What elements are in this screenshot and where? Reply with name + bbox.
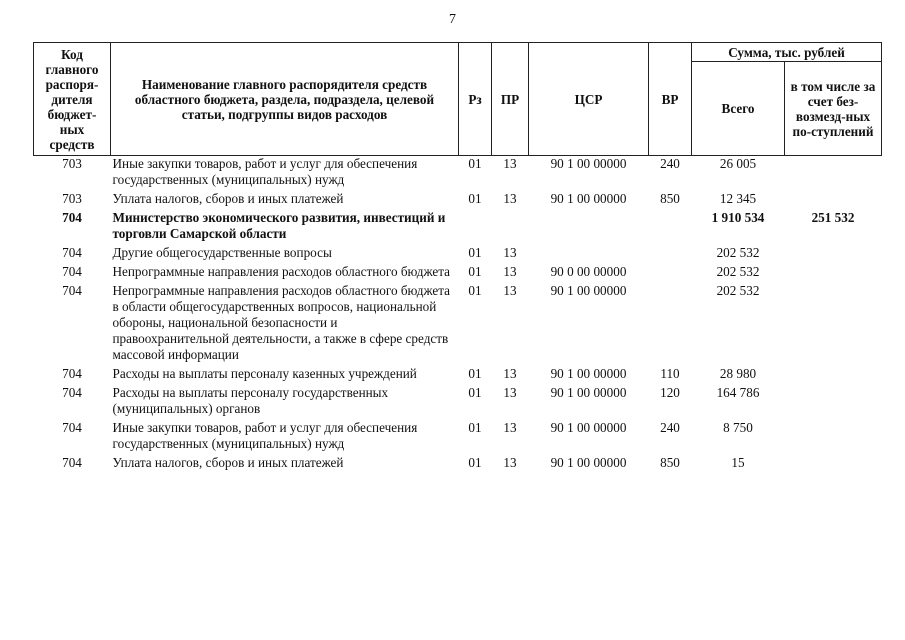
cell-rz: 01 [468,191,482,206]
cell-total: 164 786 [716,385,760,400]
cell-pr: 13 [503,245,517,260]
table-row [34,385,882,420]
cell-total: 1 910 534 [711,210,765,225]
cell-name: Иные закупки товаров, работ и услуг для обеспечения государственных (муниципальных) нужд [112,156,418,187]
cell-vr [649,264,692,283]
table-row [34,245,882,264]
cell-name: Непрограммные направления расходов областного бюджета в области общегосударственных вопросов, национальной обороны, национальной безопасности и правоохранительной деятельности, а также в сфере средств массовой информации [112,283,451,362]
cell-vr [649,210,692,245]
header-name: Наименование главного распорядителя средств областного бюджета, раздела, подраздела, целевой статьи, подгруппы видов расходов [111,43,459,156]
table-row [34,156,882,192]
cell-vr: 850 [660,191,680,206]
cell-code: 703 [62,191,82,206]
cell-pr: 13 [503,366,517,381]
header-rz: Рз [459,43,492,156]
cell-name: Иные закупки товаров, работ и услуг для обеспечения государственных (муниципальных) нужд [112,420,418,451]
cell-code: 703 [62,156,82,171]
cell-code: 704 [62,455,82,470]
cell-rz: 01 [468,245,482,260]
cell-name: Уплата налогов, сборов и иных платежей [112,191,344,206]
cell-total: 8 750 [723,420,753,435]
header-pr: ПР [492,43,529,156]
cell-vr [649,283,692,366]
cell-total: 12 345 [719,191,757,206]
cell-name: Уплата налогов, сборов и иных платежей [112,455,344,470]
cell-rz: 01 [468,283,482,298]
cell-total: 28 980 [719,366,757,381]
cell-code: 704 [62,366,82,381]
cell-incl [785,264,882,283]
header-total: Всего [692,62,785,156]
cell-vr: 240 [660,420,680,435]
cell-code: 704 [62,283,82,298]
cell-csr: 90 1 00 00000 [550,283,627,298]
table-row [34,455,882,474]
cell-total: 202 532 [716,283,760,298]
cell-incl: 251 532 [811,210,855,225]
cell-pr: 13 [503,264,517,279]
cell-vr [649,245,692,264]
page-number: 7 [449,12,456,27]
header-sum: Сумма, тыс. рублей [692,43,882,62]
cell-rz [459,210,492,245]
header-incl: в том числе за счет без-возмезд-ных по-ступлений [785,62,882,156]
cell-code: 704 [62,385,82,400]
cell-vr: 120 [660,385,680,400]
cell-csr: 90 1 00 00000 [550,455,627,470]
cell-rz: 01 [468,264,482,279]
cell-csr: 90 1 00 00000 [550,366,627,381]
cell-csr: 90 1 00 00000 [550,420,627,435]
cell-pr: 13 [503,191,517,206]
cell-pr: 13 [503,455,517,470]
cell-incl [785,245,882,264]
cell-incl [785,420,882,455]
cell-csr: 90 1 00 00000 [550,191,627,206]
cell-csr: 90 0 00 00000 [550,264,627,279]
cell-total: 15 [731,455,745,470]
cell-incl [785,283,882,366]
cell-name: Непрограммные направления расходов областного бюджета [112,264,451,279]
cell-pr [492,210,529,245]
cell-vr: 110 [660,366,680,381]
cell-csr [529,210,649,245]
cell-csr [529,245,649,264]
table-header [34,43,882,156]
cell-csr: 90 1 00 00000 [550,156,627,171]
cell-csr: 90 1 00 00000 [550,385,627,400]
table-body [34,156,882,475]
cell-rz: 01 [468,455,482,470]
cell-incl [785,191,882,210]
cell-rz: 01 [468,156,482,171]
cell-pr: 13 [503,156,517,171]
cell-code: 704 [62,245,82,260]
table-row [34,420,882,455]
budget-table [33,42,882,474]
cell-incl [785,156,882,192]
cell-pr: 13 [503,385,517,400]
cell-rz: 01 [468,385,482,400]
cell-rz: 01 [468,420,482,435]
cell-rz: 01 [468,366,482,381]
cell-vr: 240 [660,156,680,171]
cell-total: 202 532 [716,245,760,260]
table-row [34,191,882,210]
cell-pr: 13 [503,420,517,435]
cell-code: 704 [62,264,82,279]
table-row [34,283,882,366]
cell-incl [785,455,882,474]
cell-name: Расходы на выплаты персоналу казенных учреждений [112,366,417,381]
cell-vr: 850 [660,455,680,470]
cell-incl [785,385,882,420]
cell-name: Другие общегосударственные вопросы [112,245,332,260]
header-vr: ВР [649,43,692,156]
cell-pr: 13 [503,283,517,298]
cell-name: Министерство экономического развития, инвестиций и торговли Самарской области [112,210,446,241]
cell-code: 704 [62,210,82,225]
table-row [34,264,882,283]
cell-name: Расходы на выплаты персоналу государственных (муниципальных) органов [112,385,389,416]
table-row [34,366,882,385]
header-code: Код главного распоря-дителя бюджет-ных средств [34,43,111,156]
cell-incl [785,366,882,385]
cell-total: 202 532 [716,264,760,279]
header-csr: ЦСР [529,43,649,156]
table-row [34,210,882,245]
cell-code: 704 [62,420,82,435]
cell-total: 26 005 [719,156,757,171]
